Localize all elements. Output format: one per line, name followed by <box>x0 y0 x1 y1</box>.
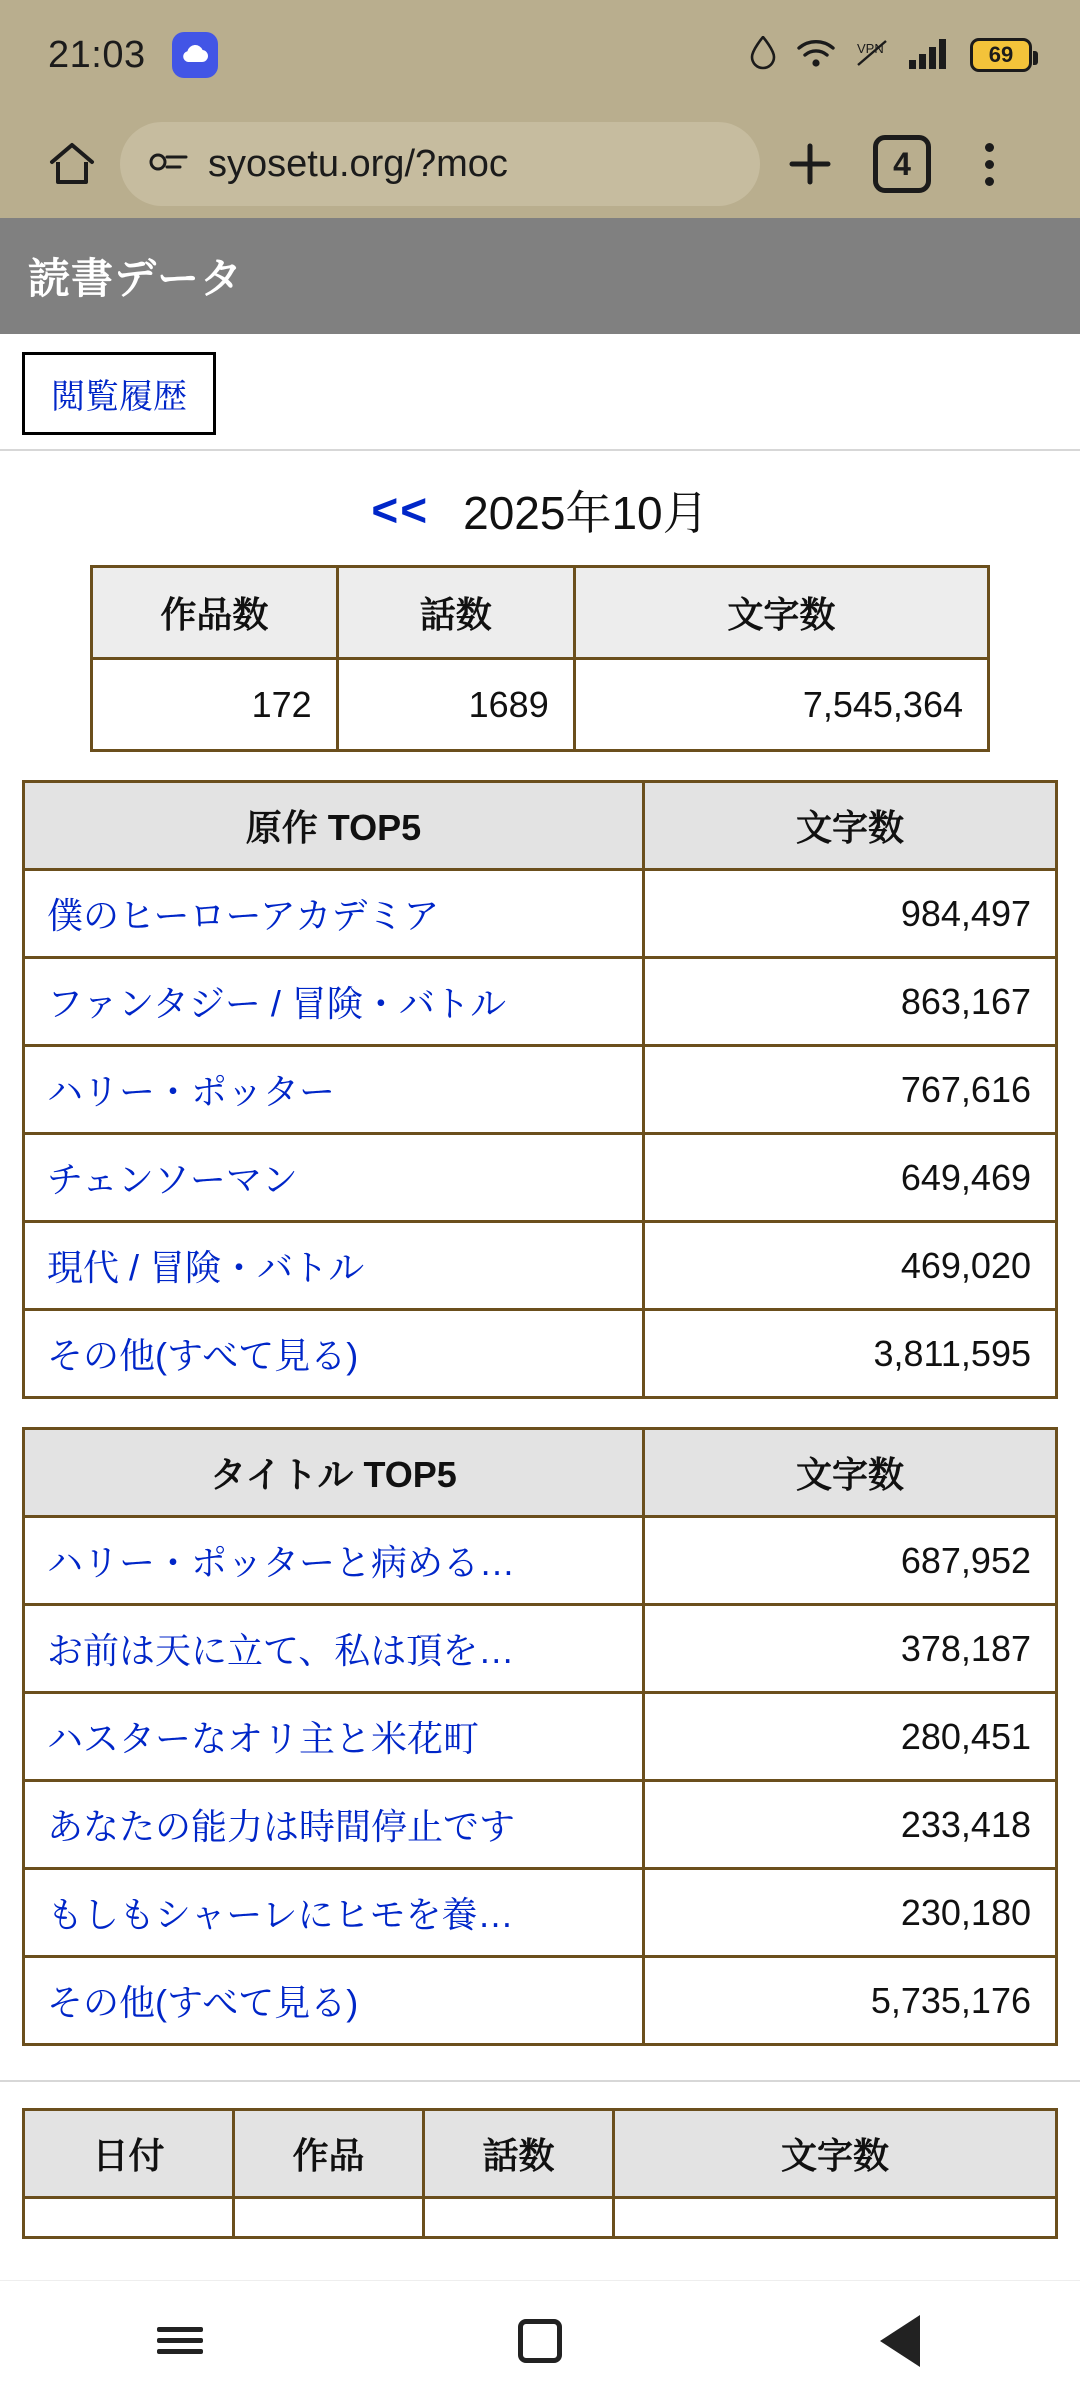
title-top5-chars: 233,418 <box>644 1781 1057 1869</box>
title-top5-chars: 378,187 <box>644 1605 1057 1693</box>
more-vertical-icon[interactable] <box>954 124 1024 204</box>
summary-value-episodes: 1689 <box>337 659 574 751</box>
daily-header-date: 日付 <box>24 2110 234 2198</box>
status-icons <box>750 36 1032 75</box>
title-top5-name[interactable]: お前は天に立て、私は頂を… <box>24 1605 644 1693</box>
original-top5-name[interactable]: チェンソーマン <box>24 1134 644 1222</box>
home-square <box>518 2319 562 2363</box>
title-top5-other-chars: 5,735,176 <box>644 1957 1057 2045</box>
table-row[interactable] <box>24 1869 1057 1957</box>
table-row <box>24 2110 1057 2198</box>
title-top5-table <box>22 1427 1058 2046</box>
title-top5-name[interactable]: ハリー・ポッターと病める… <box>24 1517 644 1605</box>
hamburger-lines <box>157 2321 203 2360</box>
title-top5-chars: 687,952 <box>644 1517 1057 1605</box>
table-row[interactable] <box>24 870 1057 958</box>
table-row[interactable] <box>24 1605 1057 1693</box>
original-top5-chars: 863,167 <box>644 958 1057 1046</box>
android-nav-bar <box>0 2280 1080 2400</box>
title-top5-header-chars: 文字数 <box>644 1429 1057 1517</box>
menu-dot <box>985 160 994 169</box>
url-bar-row <box>0 110 1080 218</box>
title-top5-header-name: タイトル TOP5 <box>24 1429 644 1517</box>
original-top5-header-name: 原作 TOP5 <box>24 782 644 870</box>
page-content <box>0 334 1080 2280</box>
original-top5-name[interactable]: ハリー・ポッター <box>24 1046 644 1134</box>
square-home-icon[interactable] <box>465 2281 615 2400</box>
summary-header-works: 作品数 <box>92 567 338 659</box>
title-top5-other-link[interactable]: その他(すべて見る) <box>24 1957 644 2045</box>
daily-header-chars: 文字数 <box>614 2110 1057 2198</box>
battery-level: 69 <box>988 42 1014 67</box>
status-time: 21:03 <box>48 33 146 76</box>
hamburger-icon[interactable] <box>105 2281 255 2400</box>
table-row[interactable] <box>24 1222 1057 1310</box>
daily-table <box>22 2108 1058 2239</box>
original-top5-other-chars: 3,811,595 <box>644 1310 1057 1398</box>
summary-header-episodes: 話数 <box>337 567 574 659</box>
back-triangle <box>880 2315 920 2367</box>
current-month-label: 2025年10月 <box>463 487 709 539</box>
status-bar <box>0 0 1080 110</box>
original-top5-other-link[interactable]: その他(すべて見る) <box>24 1310 644 1398</box>
wifi-icon <box>796 37 836 74</box>
original-top5-wrap <box>0 780 1080 1399</box>
summary-table <box>90 565 990 752</box>
plus-icon[interactable] <box>770 124 850 204</box>
table-row[interactable] <box>24 1046 1057 1134</box>
title-top5-chars: 280,451 <box>644 1693 1057 1781</box>
title-top5-chars: 230,180 <box>644 1869 1057 1957</box>
battery-indicator <box>970 38 1032 72</box>
original-top5-name[interactable]: 現代 / 冒険・バトル <box>24 1222 644 1310</box>
table-row[interactable] <box>24 958 1057 1046</box>
table-row <box>24 2198 1057 2238</box>
table-row <box>92 567 989 659</box>
table-row[interactable] <box>24 1693 1057 1781</box>
original-top5-chars: 984,497 <box>644 870 1057 958</box>
daily-table-wrap <box>0 2080 1080 2239</box>
table-row <box>92 659 989 751</box>
vpn-icon <box>856 37 888 74</box>
title-top5-name[interactable]: あなたの能力は時間停止です <box>24 1781 644 1869</box>
address-bar-url: syosetu.org/?moc <box>208 142 508 185</box>
month-navigation <box>0 451 1080 565</box>
table-row[interactable] <box>24 1957 1057 2045</box>
table-row[interactable] <box>24 1310 1057 1398</box>
summary-header-chars: 文字数 <box>574 567 988 659</box>
table-row[interactable] <box>24 1781 1057 1869</box>
water-drop-icon <box>750 36 776 75</box>
original-top5-chars: 649,469 <box>644 1134 1057 1222</box>
table-row <box>24 1429 1057 1517</box>
original-top5-name[interactable]: ファンタジー / 冒険・バトル <box>24 958 644 1046</box>
original-top5-header-chars: 文字数 <box>644 782 1057 870</box>
summary-value-works: 172 <box>92 659 338 751</box>
signal-icon <box>908 36 950 75</box>
original-top5-chars: 767,616 <box>644 1046 1057 1134</box>
daily-cell <box>234 2198 424 2238</box>
daily-cell <box>424 2198 614 2238</box>
page-title: 読書データ <box>28 255 244 302</box>
title-top5-wrap <box>0 1427 1080 2046</box>
address-bar[interactable] <box>120 122 760 206</box>
tab-switcher-button[interactable] <box>860 135 944 193</box>
daily-header-work: 作品 <box>234 2110 424 2198</box>
menu-dot <box>985 143 994 152</box>
cloud-icon <box>172 32 218 78</box>
home-icon[interactable] <box>34 126 110 202</box>
menu-dot <box>985 177 994 186</box>
original-top5-table <box>22 780 1058 1399</box>
browser-chrome <box>0 0 1080 218</box>
history-button[interactable]: 閲覧履歴 <box>22 352 216 435</box>
summary-table-wrap <box>0 565 1080 752</box>
svg-text:VPN: VPN <box>857 40 884 56</box>
summary-value-chars: 7,545,364 <box>574 659 988 751</box>
prev-month-button[interactable]: << <box>371 484 430 536</box>
history-button-row <box>0 334 1080 451</box>
original-top5-name[interactable]: 僕のヒーローアカデミア <box>24 870 644 958</box>
page-header <box>0 218 1080 334</box>
title-top5-name[interactable]: もしもシャーレにヒモを養… <box>24 1869 644 1957</box>
table-row[interactable] <box>24 1517 1057 1605</box>
daily-header-episodes: 話数 <box>424 2110 614 2198</box>
back-triangle-icon[interactable] <box>825 2281 975 2400</box>
site-info-icon[interactable] <box>148 148 190 181</box>
table-row <box>24 782 1057 870</box>
tab-count: 4 <box>873 135 931 193</box>
title-top5-name[interactable]: ハスターなオリ主と米花町 <box>24 1693 644 1781</box>
original-top5-chars: 469,020 <box>644 1222 1057 1310</box>
daily-cell <box>24 2198 234 2238</box>
table-row[interactable] <box>24 1134 1057 1222</box>
daily-cell <box>614 2198 1057 2238</box>
